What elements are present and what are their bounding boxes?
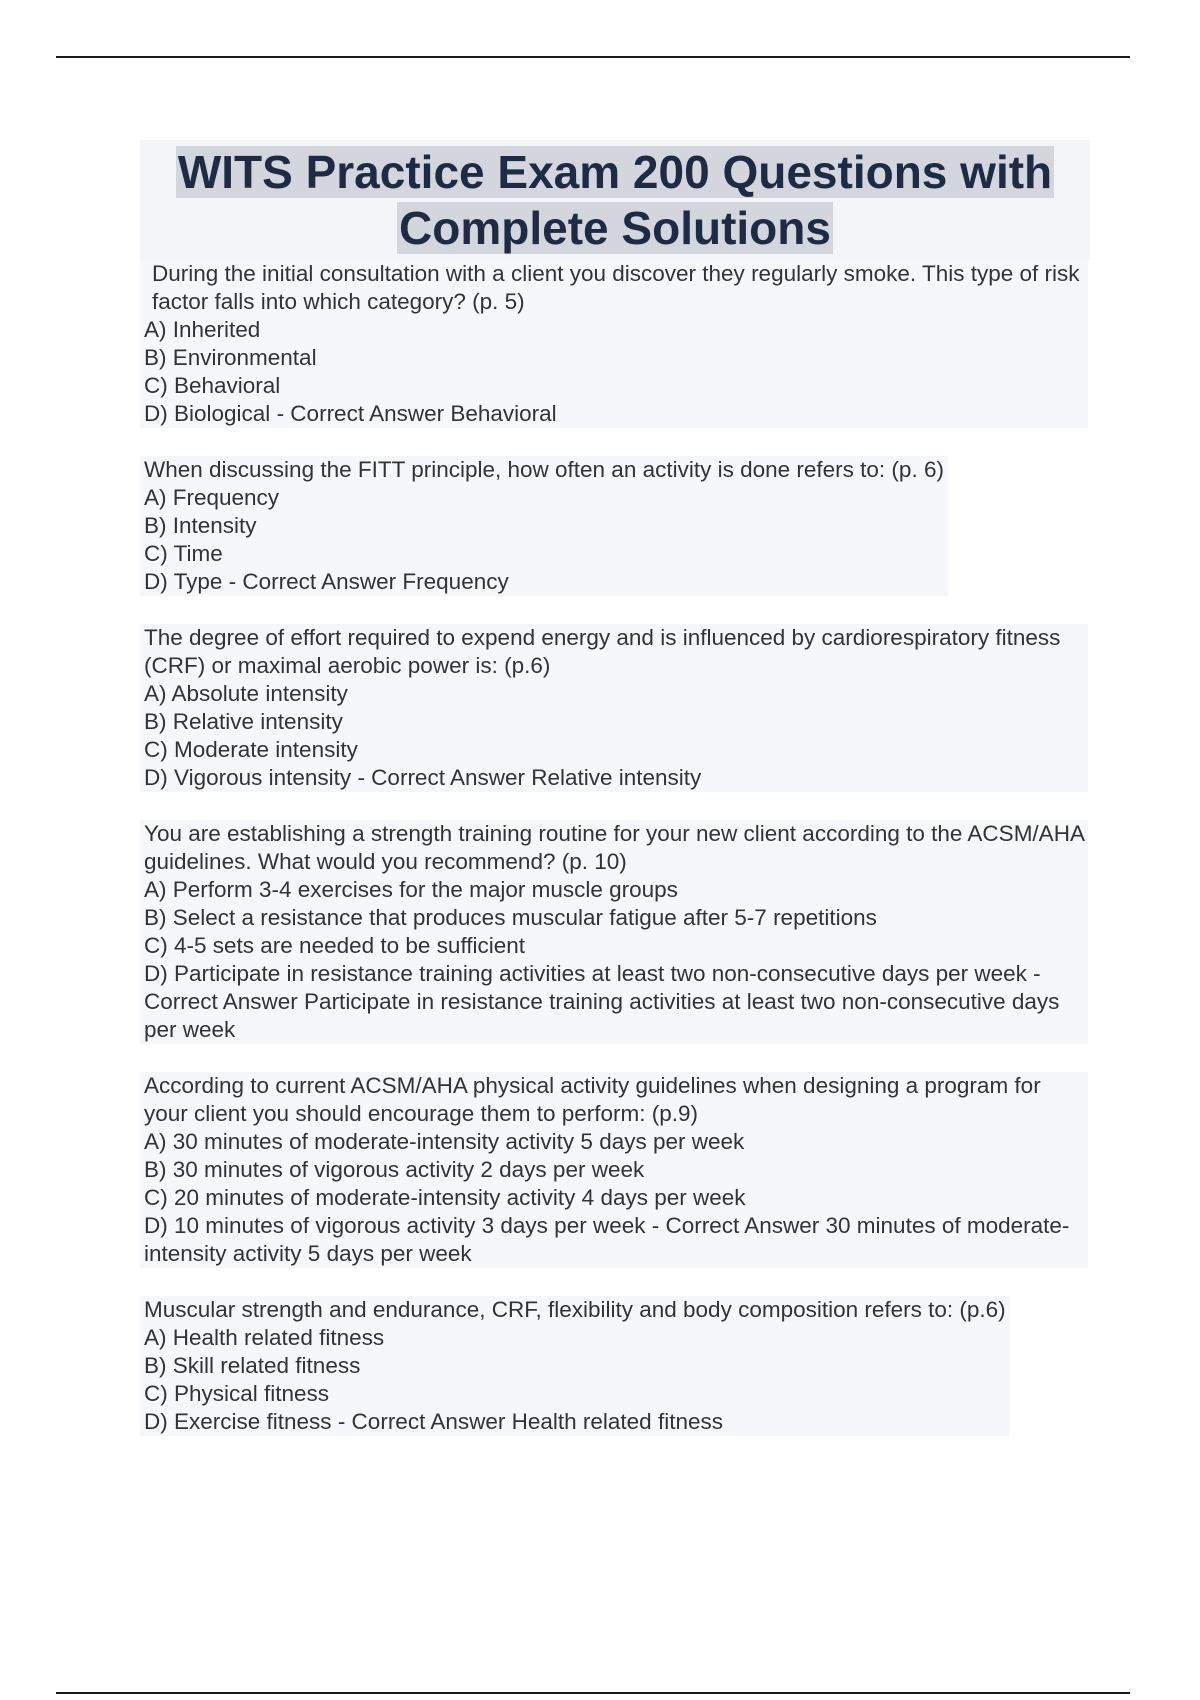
option-b: B) Select a resistance that produces muscular fatigue after 5-7 repetitions bbox=[144, 905, 877, 930]
title-line-2: Complete Solutions bbox=[399, 202, 831, 254]
question-block bbox=[140, 1296, 1010, 1436]
option-b: B) 30 minutes of vigorous activity 2 days per week bbox=[144, 1157, 645, 1182]
option-a: A) Frequency bbox=[144, 485, 280, 510]
question-text: Muscular strength and endurance, CRF, flexibility and body composition refers to: (p.6) bbox=[144, 1297, 1006, 1322]
option-a: A) 30 minutes of moderate-intensity activity 5 days per week bbox=[144, 1129, 745, 1154]
option-d: D) Type bbox=[144, 569, 223, 594]
question-text: The degree of effort required to expend energy and is influenced by cardiorespiratory fitness (CRF) or maximal aerobic power is: (p.6) bbox=[144, 625, 1061, 678]
question-text: During the initial consultation with a client you discover they regularly smoke. This type of risk factor falls into which category? (p. 5) bbox=[152, 261, 1080, 314]
correct-answer: - Correct Answer Behavioral bbox=[270, 401, 557, 426]
option-d-with-answer bbox=[144, 960, 1084, 1044]
header-rule bbox=[56, 56, 1130, 58]
option-d-with-answer bbox=[144, 1212, 1084, 1268]
question-text: According to current ACSM/AHA physical activity guidelines when designing a program for your client you should encourage them to perform: (p.9) bbox=[144, 1073, 1041, 1126]
question-block bbox=[140, 1072, 1088, 1268]
footer-rule bbox=[56, 1692, 1130, 1694]
option-c: C) 20 minutes of moderate-intensity activity 4 days per week bbox=[144, 1185, 746, 1210]
option-b: B) Environmental bbox=[144, 345, 317, 370]
option-c: C) Moderate intensity bbox=[144, 737, 358, 762]
option-d: D) Exercise fitness bbox=[144, 1409, 332, 1434]
option-c: C) Time bbox=[144, 541, 223, 566]
option-d: D) Biological bbox=[144, 401, 271, 426]
correct-answer: - Correct Answer Health related fitness bbox=[331, 1409, 723, 1434]
option-b: B) Skill related fitness bbox=[144, 1353, 361, 1378]
option-c: C) 4-5 sets are needed to be sufficient bbox=[144, 933, 526, 958]
correct-answer: - Correct Answer Frequency bbox=[222, 569, 509, 594]
option-a: A) Health related fitness bbox=[144, 1325, 385, 1350]
correct-answer: - Correct Answer Relative intensity bbox=[351, 765, 702, 790]
option-c: C) Physical fitness bbox=[144, 1381, 330, 1406]
option-d-with-answer bbox=[144, 764, 1084, 792]
question-text: When discussing the FITT principle, how often an activity is done refers to: (p. 6) bbox=[144, 457, 944, 482]
question-block bbox=[140, 456, 948, 596]
option-b: B) Relative intensity bbox=[144, 709, 343, 734]
option-a: A) Inherited bbox=[144, 317, 261, 342]
question-block bbox=[140, 260, 1088, 428]
question-text: You are establishing a strength training routine for your new client according to the ACSM/AHA guidelines. What would you recommend? (p. 10) bbox=[144, 821, 1084, 874]
question-block bbox=[140, 624, 1088, 792]
title-line-1: WITS Practice Exam 200 Questions with bbox=[177, 146, 1053, 198]
question-list bbox=[140, 260, 1090, 1436]
option-d: D) Participate in resistance training activities at least two non-consecutive days per week bbox=[144, 961, 1027, 986]
document-page bbox=[140, 140, 1090, 1436]
option-d: D) Vigorous intensity bbox=[144, 765, 352, 790]
question-block bbox=[140, 820, 1088, 1044]
option-d: D) 10 minutes of vigorous activity 3 days per week bbox=[144, 1213, 646, 1238]
option-d-with-answer bbox=[144, 400, 1084, 428]
page-title bbox=[150, 144, 1080, 256]
option-a: A) Perform 3-4 exercises for the major muscle groups bbox=[144, 877, 678, 902]
option-b: B) Intensity bbox=[144, 513, 257, 538]
title-block bbox=[140, 140, 1090, 260]
option-a: A) Absolute intensity bbox=[144, 681, 348, 706]
option-c: C) Behavioral bbox=[144, 373, 281, 398]
option-d-with-answer bbox=[144, 568, 944, 596]
correct-answer: - Correct Answer Participate in resistance training activities at least two non-consecutive days per week bbox=[144, 961, 1060, 1042]
option-d-with-answer bbox=[144, 1408, 1006, 1436]
correct-answer: - Correct Answer 30 minutes of moderate-intensity activity 5 days per week bbox=[144, 1213, 1070, 1266]
